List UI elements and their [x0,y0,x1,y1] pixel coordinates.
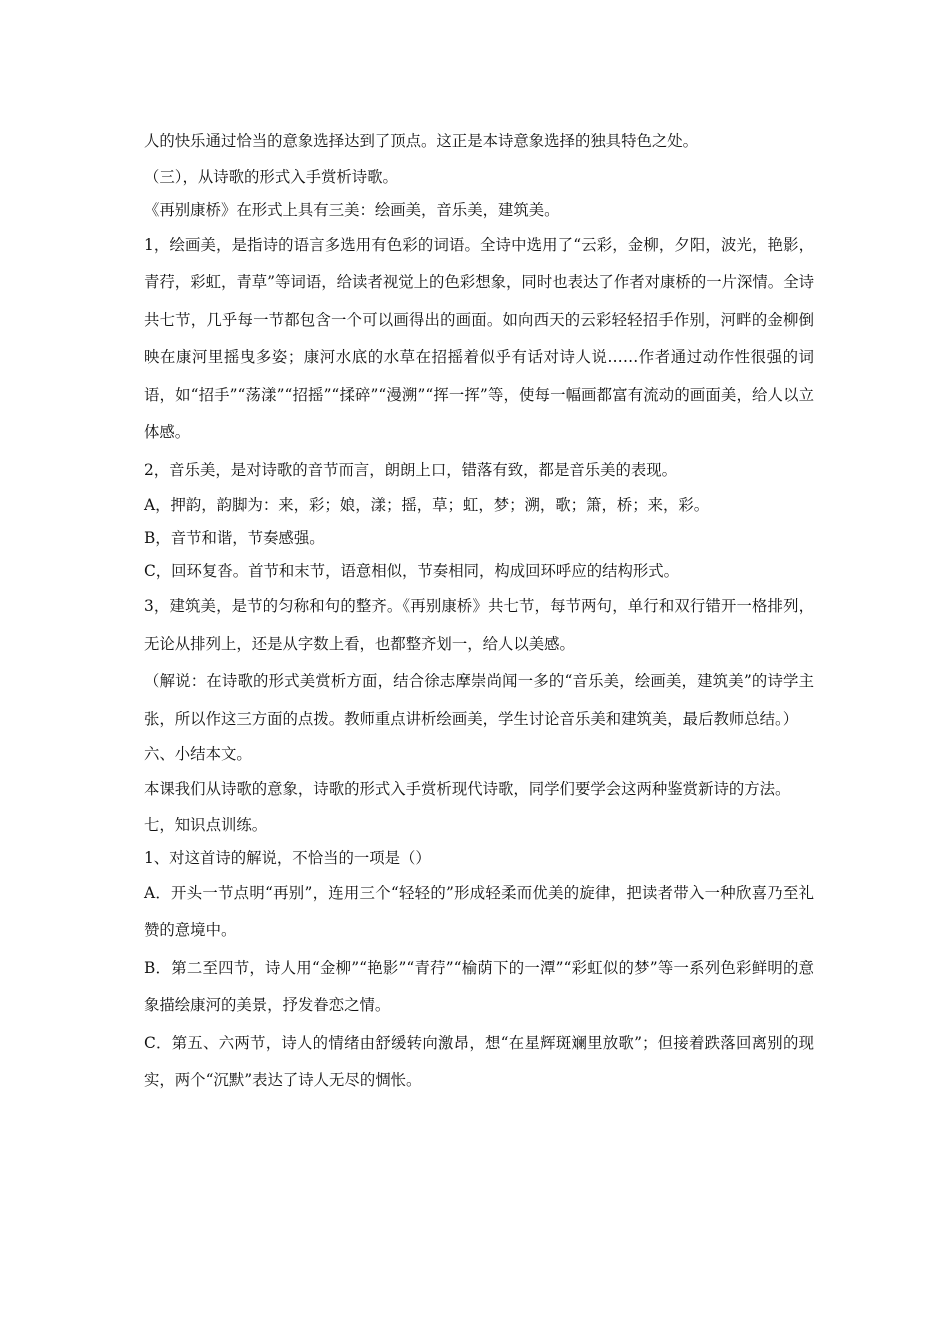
paragraph-rhyme: A，押韵，韵脚为：来，彩；娘，漾；摇，草；虹，梦；溯，歌；箫，桥；来，彩。 [144,496,710,514]
paragraph-lesson-summary: 本课我们从诗歌的意象，诗歌的形式入手赏析现代诗歌，同学们要学会这两种鉴赏新诗的方法。 [144,780,791,798]
paragraph-architecture-beauty: 3，建筑美，是节的匀称和句的整齐。《再别康桥》共七节，每节两句，单行和双行错开一格排列，无论从排列上，还是从字数上看，也都整齐划一，给人以美感。 [144,597,814,653]
paragraph-rhythm: B，音节和谐，节奏感强。 [144,529,325,547]
document-page [144,123,814,1100]
paragraph-music-beauty: 2，音乐美，是对诗歌的音节而言，朗朗上口，错落有致，都是音乐美的表现。 [144,460,678,479]
paragraph-section-seven-heading: 七，知识点训练。 [144,815,268,834]
paragraph-question-one: 1、对这首诗的解说，不恰当的一项是（） [144,848,431,867]
paragraph-painting-beauty: 1，绘画美，是指诗的语言多选用有色彩的词语。全诗中选用了“云彩，金柳，夕阳，波光，艳影，青荇，彩虹，青草”等词语，给读者视觉上的色彩想象，同时也表达了作者对康桥的一片深情。全诗共七节，几乎每一节都包含一个可以画得出的画面。如向西天的云彩轻轻招手作别，河畔的金柳倒映在康河里摇曳多姿；康河水底的水草在招摇着似乎有话对诗人说……作者通过动作性很强的词语，如“招手”“荡漾”“招摇”“揉碎”“漫溯”“挥一挥”等，使每一幅画都富有流动的画面美，给人以立体感。 [144,235,814,441]
paragraph-option-c: C．第五、六两节，诗人的情绪由舒缓转向激昂，想“在星辉斑斓里放歌”；但接着跌落回离别的现实，两个“沉默”表达了诗人无尽的惆怅。 [144,1033,814,1089]
paragraph-option-b: B．第二至四节，诗人用“金柳”“艳影”“青荇”“榆荫下的一潭”“彩虹似的梦”等一系列色彩鲜明的意象描绘康河的美景，抒发眷恋之情。 [144,958,814,1014]
paragraph-option-a: A．开头一节点明“再别”，连用三个“轻轻的”形成轻柔而优美的旋律，把读者带入一种欣喜乃至礼赞的意境中。 [144,883,814,939]
paragraph-imagery-summary: 人的快乐通过恰当的意象选择达到了顶点。这正是本诗意象选择的独具特色之处。 [144,132,699,150]
paragraph-three-beauties: 《再别康桥》在形式上具有三美：绘画美，音乐美，建筑美。 [144,200,560,219]
paragraph-section-three-heading: （三），从诗歌的形式入手赏析诗歌。 [144,167,398,186]
paragraph-repetition: C，回环复沓。首节和末节，语意相似，节奏相同，构成回环呼应的结构形式。 [144,562,680,580]
paragraph-section-six-heading: 六、小结本文。 [144,745,252,763]
paragraph-explanation: （解说：在诗歌的形式美赏析方面，结合徐志摩崇尚闻一多的“音乐美，绘画美，建筑美”的诗学主张，所以作这三方面的点拨。教师重点讲析绘画美，学生讨论音乐美和建筑美，最后教师总结。） [144,672,814,728]
